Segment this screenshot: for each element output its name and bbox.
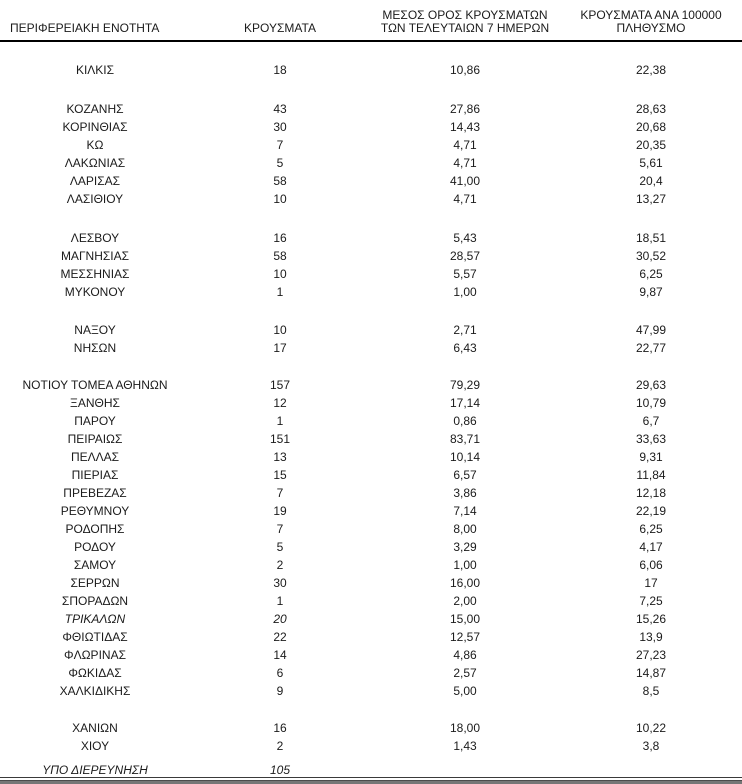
table-row (0, 61, 742, 79)
cell-cases: 6 (276, 666, 284, 680)
table-row (0, 172, 742, 190)
cell-footer-label: ΥΠΟ ΔΙΕΡΕΥΝΗΣΗ (42, 763, 148, 777)
cell-cases: 15 (273, 468, 287, 482)
cell-footer-empty-avg (370, 764, 560, 777)
under-investigation-row (0, 764, 742, 778)
cell-region: ΡΟΔΟΠΗΣ (65, 522, 125, 536)
col-header-cases: ΚΡΟΥΣΜΑΤΑ (244, 21, 316, 35)
cell-region: ΜΥΚΟΝΟΥ (64, 285, 126, 299)
cell-region: ΜΕΣΣΗΝΙΑΣ (60, 267, 130, 281)
cell-per-100k: 20,35 (635, 138, 667, 152)
table-row (0, 502, 742, 520)
row-group (0, 100, 742, 208)
cell-region: ΦΩΚΙΔΑΣ (68, 666, 122, 680)
table-row (0, 154, 742, 172)
cell-avg-7day: 1,43 (453, 739, 477, 753)
cell-avg-7day: 4,71 (453, 156, 477, 170)
cell-per-100k: 28,63 (635, 102, 667, 116)
cell-avg-7day: 10,14 (449, 450, 481, 464)
cell-cases: 151 (269, 432, 291, 446)
table-bottom-rule (0, 780, 742, 784)
cell-cases: 43 (273, 102, 287, 116)
cell-per-100k: 47,99 (635, 323, 667, 337)
cell-cases: 16 (273, 721, 287, 735)
cell-per-100k: 20,68 (635, 120, 667, 134)
cell-region: ΜΑΓΝΗΣΙΑΣ (60, 249, 130, 263)
table-row (0, 574, 742, 592)
cell-region: ΛΑΣΙΘΙΟΥ (66, 192, 124, 206)
cell-avg-7day: 3,29 (453, 540, 477, 554)
cell-avg-7day: 16,00 (449, 576, 481, 590)
cell-cases: 1 (276, 414, 284, 428)
cell-avg-7day: 5,57 (453, 267, 477, 281)
cell-per-100k: 13,27 (635, 192, 667, 206)
row-group (0, 376, 742, 700)
table-row (0, 394, 742, 412)
cell-cases: 9 (276, 684, 284, 698)
cell-per-100k: 29,63 (635, 378, 667, 392)
cell-cases: 19 (273, 504, 287, 518)
cell-per-100k: 9,87 (639, 285, 663, 299)
cell-avg-7day: 5,43 (453, 231, 477, 245)
cell-avg-7day: 4,71 (453, 192, 477, 206)
cell-avg-7day: 1,00 (453, 558, 477, 572)
table-row (0, 190, 742, 208)
cell-avg-7day: 1,00 (453, 285, 477, 299)
cell-region: ΧΑΛΚΙΔΙΚΗΣ (59, 684, 131, 698)
cell-per-100k: 7,25 (639, 594, 663, 608)
cell-region: ΚΟΖΑΝΗΣ (66, 102, 124, 116)
row-group (0, 321, 742, 357)
cell-per-100k: 22,19 (635, 504, 667, 518)
table-header-row (0, 0, 742, 42)
cell-cases: 10 (273, 267, 287, 281)
cell-avg-7day: 2,71 (453, 323, 477, 337)
cell-region: ΦΘΙΩΤΙΔΑΣ (62, 630, 128, 644)
cell-avg-7day: 2,00 (453, 594, 477, 608)
cell-per-100k: 9,31 (639, 450, 663, 464)
cell-region: ΡΕΘΥΜΝΟΥ (60, 504, 130, 518)
cell-avg-7day: 3,86 (453, 486, 477, 500)
table-row (0, 229, 742, 247)
table-row (0, 610, 742, 628)
cell-region: ΡΟΔΟΥ (74, 540, 116, 554)
cell-per-100k: 6,06 (639, 558, 663, 572)
cell-cases: 5 (276, 540, 284, 554)
cell-per-100k: 30,52 (635, 249, 667, 263)
col-header-avg-7day (370, 9, 560, 35)
cell-region: ΝΟΤΙΟΥ ΤΟΜΕΑ ΑΘΗΝΩΝ (22, 378, 168, 392)
cell-per-100k: 33,63 (635, 432, 667, 446)
cell-region: ΚΩ (86, 138, 104, 152)
cell-per-100k: 18,51 (635, 231, 667, 245)
cell-cases: 10 (273, 192, 287, 206)
cell-avg-7day: 83,71 (449, 432, 481, 446)
cell-avg-7day: 18,00 (449, 721, 481, 735)
table-body (0, 61, 742, 755)
cell-region: ΧΙΟΥ (80, 739, 110, 753)
cell-per-100k: 5,61 (639, 156, 663, 170)
table-row (0, 484, 742, 502)
cell-region: ΣΑΜΟΥ (73, 558, 117, 572)
col-header-region: ΠΕΡΙΦΕΡΕΙΑΚΗ ΕΝΟΤΗΤΑ (10, 21, 160, 35)
cell-region: ΛΑΚΩΝΙΑΣ (64, 156, 126, 170)
table-row (0, 520, 742, 538)
cell-avg-7day: 4,86 (453, 648, 477, 662)
cell-region: ΝΗΣΩΝ (73, 341, 117, 355)
cell-cases: 17 (273, 341, 287, 355)
cell-cases: 7 (276, 522, 284, 536)
col-header-per-100k (560, 9, 742, 35)
cell-cases: 1 (276, 594, 284, 608)
cell-region: ΣΕΡΡΩΝ (70, 576, 120, 590)
table-row (0, 100, 742, 118)
table-row (0, 283, 742, 301)
cell-avg-7day: 8,00 (453, 522, 477, 536)
cell-per-100k: 8,5 (642, 684, 660, 698)
cell-cases: 20 (273, 612, 287, 626)
cell-avg-7day: 17,14 (449, 396, 481, 410)
cell-cases: 10 (273, 323, 287, 337)
cell-per-100k: 6,7 (642, 414, 660, 428)
cell-avg-7day: 28,57 (449, 249, 481, 263)
cell-cases: 30 (273, 120, 287, 134)
cell-region: ΝΑΞΟΥ (74, 323, 116, 337)
cell-per-100k: 22,77 (635, 341, 667, 355)
table-row (0, 719, 742, 737)
cell-region: ΠΕΙΡΑΙΩΣ (67, 432, 123, 446)
cell-per-100k: 27,23 (635, 648, 667, 662)
cell-cases: 14 (273, 648, 287, 662)
cell-avg-7day: 79,29 (449, 378, 481, 392)
cell-per-100k: 6,25 (639, 522, 663, 536)
table-row (0, 466, 742, 484)
cell-cases: 7 (276, 486, 284, 500)
cell-cases: 22 (273, 630, 287, 644)
cell-cases: 1 (276, 285, 284, 299)
row-group (0, 719, 742, 755)
cell-per-100k: 15,26 (635, 612, 667, 626)
cell-avg-7day: 27,86 (449, 102, 481, 116)
table-row (0, 538, 742, 556)
cell-avg-7day: 6,43 (453, 341, 477, 355)
cell-per-100k: 14,87 (635, 666, 667, 680)
cell-per-100k: 17 (644, 576, 658, 590)
cell-per-100k: 10,22 (635, 721, 667, 735)
cell-cases: 5 (276, 156, 284, 170)
table-row (0, 448, 742, 466)
cell-cases: 12 (273, 396, 287, 410)
table-row (0, 136, 742, 154)
cell-avg-7day: 5,00 (453, 684, 477, 698)
cell-cases: 2 (276, 739, 284, 753)
cell-avg-7day: 6,57 (453, 468, 477, 482)
col-header-avg-7day-text: ΜΕΣΟΣ ΟΡΟΣ ΚΡΟΥΣΜΑΤΩΝ ΤΩΝ ΤΕΛΕΥΤΑΙΩΝ 7 ΗΜΕΡΩΝ (380, 8, 550, 35)
col-header-per-100k-text: ΚΡΟΥΣΜΑΤΑ ΑΝΑ 100000 ΠΛΗΘΥΣΜΟ (580, 8, 722, 35)
cell-per-100k: 6,25 (639, 267, 663, 281)
cell-avg-7day: 10,86 (449, 63, 481, 77)
cell-cases: 58 (273, 174, 287, 188)
table-row (0, 265, 742, 283)
cell-per-100k: 12,18 (635, 486, 667, 500)
table-row (0, 376, 742, 394)
cell-per-100k: 13,9 (639, 630, 663, 644)
cell-region: ΛΕΣΒΟΥ (70, 231, 120, 245)
cell-per-100k: 22,38 (635, 63, 667, 77)
table-row (0, 412, 742, 430)
table-row (0, 592, 742, 610)
cell-footer-cases: 105 (269, 763, 291, 777)
cell-region: ΚΙΛΚΙΣ (75, 63, 115, 77)
cell-cases: 13 (273, 450, 287, 464)
cell-avg-7day: 14,43 (449, 120, 481, 134)
cell-cases: 7 (276, 138, 284, 152)
cell-cases: 16 (273, 231, 287, 245)
cell-region: ΠΙΕΡΙΑΣ (71, 468, 119, 482)
cell-avg-7day: 7,14 (453, 504, 477, 518)
cell-avg-7day: 2,57 (453, 666, 477, 680)
cell-region: ΞΑΝΘΗΣ (70, 396, 120, 410)
cell-region: ΤΡΙΚΑΛΩΝ (64, 612, 126, 626)
cell-avg-7day: 0,86 (453, 414, 477, 428)
cell-region: ΠΑΡΟΥ (74, 414, 116, 428)
row-group (0, 61, 742, 79)
cell-per-100k: 11,84 (636, 468, 666, 482)
table-row (0, 430, 742, 448)
cell-footer-empty-per100k (560, 764, 742, 777)
cell-region: ΦΛΩΡΙΝΑΣ (64, 648, 126, 662)
cell-avg-7day: 12,57 (449, 630, 481, 644)
row-group (0, 229, 742, 301)
table-row (0, 682, 742, 700)
cell-region: ΣΠΟΡΑΔΩΝ (61, 594, 129, 608)
cell-per-100k: 20,4 (639, 174, 663, 188)
table-row (0, 321, 742, 339)
table-row (0, 664, 742, 682)
table-row (0, 118, 742, 136)
cell-region: ΧΑΝΙΩΝ (72, 721, 118, 735)
cell-per-100k: 10,79 (635, 396, 667, 410)
cell-cases: 58 (273, 249, 287, 263)
table-row (0, 628, 742, 646)
cell-per-100k: 4,17 (639, 540, 663, 554)
table-row (0, 247, 742, 265)
table-row (0, 556, 742, 574)
table-row (0, 339, 742, 357)
table-row (0, 646, 742, 664)
cell-region: ΠΕΛΛΑΣ (70, 450, 120, 464)
cell-avg-7day: 15,00 (449, 612, 481, 626)
cell-region: ΛΑΡΙΣΑΣ (69, 174, 121, 188)
cell-cases: 18 (273, 63, 287, 77)
cell-cases: 2 (276, 558, 284, 572)
cell-avg-7day: 41,00 (449, 174, 481, 188)
cell-region: ΠΡΕΒΕΖΑΣ (63, 486, 127, 500)
cell-region: ΚΟΡΙΝΘΙΑΣ (62, 120, 128, 134)
table-row (0, 737, 742, 755)
cell-per-100k: 3,8 (642, 739, 660, 753)
cell-cases: 157 (269, 378, 291, 392)
cell-avg-7day: 4,71 (453, 138, 477, 152)
cell-cases: 30 (273, 576, 287, 590)
